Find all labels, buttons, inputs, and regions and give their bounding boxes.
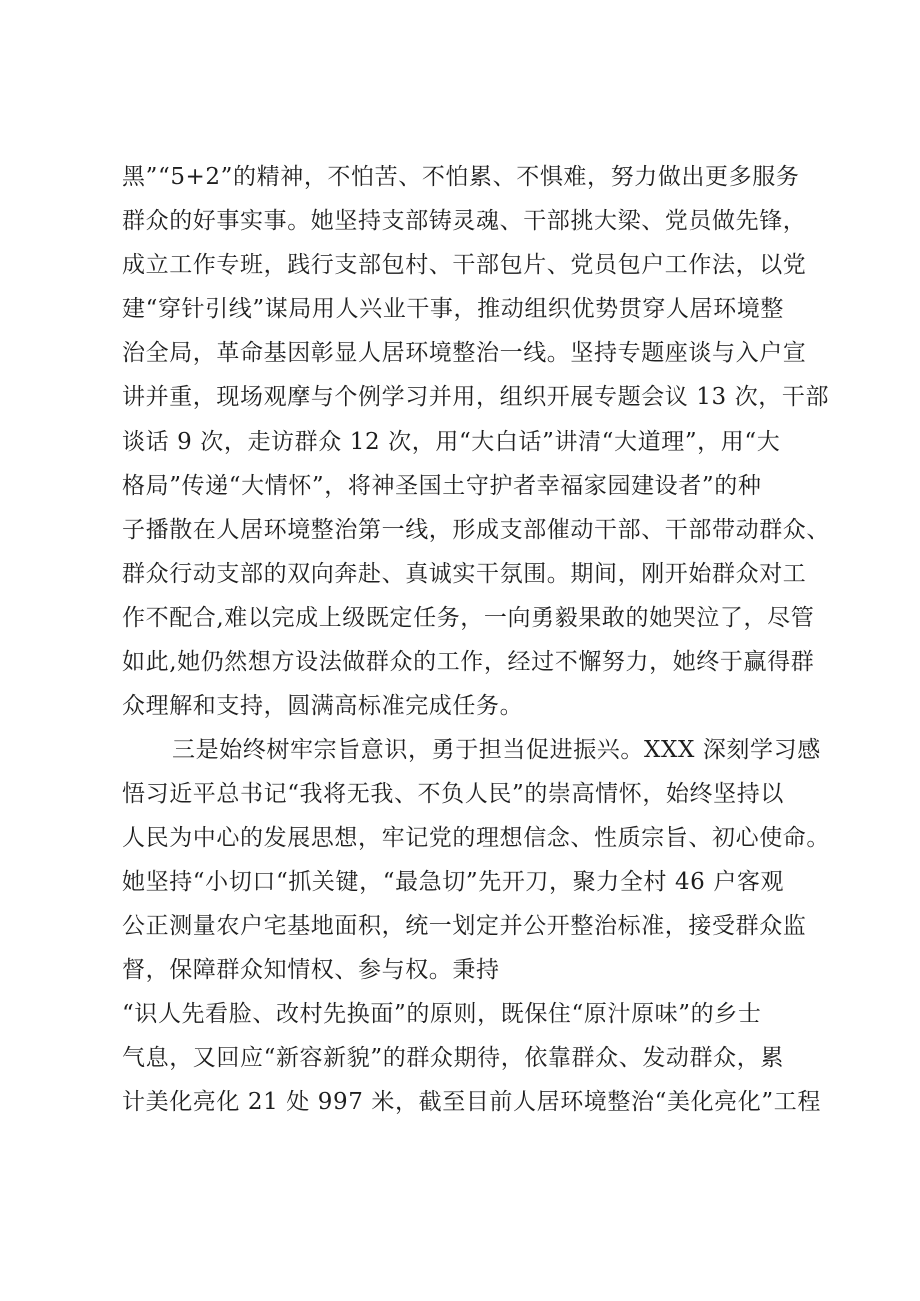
paragraph-1-line-6: 讲并重，现场观摩与个例学习并用，组织开展专题会议 13 次，干部 — [122, 384, 830, 410]
paragraph-1-line-13: 众理解和支持，圆满高标准完成任务。 — [122, 693, 524, 719]
paragraph-2-line-8: 气息，又回应“新容新貌”的群众期待，依靠群众、发动群众，累 — [122, 1045, 784, 1071]
paragraph-1-line-10: 群众行动支部的双向奔赴、真诚实干氛围。期间，刚开始群众对工 — [122, 561, 807, 587]
paragraph-2-line-1: 三是始终树牢宗旨意识，勇于担当促进振兴。XXX 深刻学习感 — [172, 737, 821, 763]
paragraph-2-line-3: 人民为中心的发展思想，牢记党的理想信念、性质宗旨、初心使命。 — [122, 825, 830, 851]
paragraph-1-line-12: 如此,她仍然想方设法做群众的工作，经过不懈努力，她终于赢得群 — [122, 649, 815, 675]
paragraph-1-line-1: 黑”“5+2”的精神，不怕苦、不怕累、不惧难，努力做出更多服务 — [122, 164, 800, 190]
paragraph-1-line-8: 格局”传递“大情怀”，将神圣国土守护者幸福家园建设者”的种 — [122, 473, 762, 499]
paragraph-1-line-9: 子播散在人居环境整治第一线，形成支部催动干部、干部带动群众、 — [122, 517, 830, 543]
paragraph-2-line-4: 她坚持“小切口“抓关键，“最急切”先开刀，聚力全村 46 户客观 — [122, 869, 785, 895]
paragraph-2-line-5: 公正测量农户宅基地面积，统一划定并公开整治标准，接受群众监 — [122, 913, 807, 939]
paragraph-2-line-7: “识人先看脸、改村先换面”的原则，既保住“原汁原味”的乡士 — [122, 1001, 762, 1027]
paragraph-1-line-3: 成立工作专班，践行支部包村、干部包片、党员包户工作法，以党 — [122, 252, 807, 278]
paragraph-2-line-9: 计美化亮化 21 处 997 米，截至目前人居环境整治“美化亮化”工程 — [122, 1089, 821, 1115]
paragraph-2-line-2: 悟习近平总书记“我将无我、不负人民”的崇高情怀，始终坚持以 — [122, 781, 784, 807]
paragraph-1-line-11: 作不配合,难以完成上级既定任务，一向勇毅果敢的她哭泣了，尽管 — [122, 605, 815, 631]
paragraph-1-line-7: 谈话 9 次，走访群众 12 次，用“大白话”讲清“大道理”，用“大 — [122, 429, 781, 455]
paragraph-1-line-5: 治全局，革命基因彰显人居环境整治一线。坚持专题座谈与入户宣 — [122, 340, 807, 366]
paragraph-1-line-2: 群众的好事实事。她坚持支部铸灵魂、干部挑大梁、党员做先锋， — [122, 208, 807, 234]
paragraph-1-line-4: 建“穿针引线”谋局用人兴业干事，推动组织优势贯穿人居环境整 — [122, 296, 784, 322]
paragraph-2-line-6: 督，保障群众知情权、参与权。秉持 — [122, 957, 500, 983]
